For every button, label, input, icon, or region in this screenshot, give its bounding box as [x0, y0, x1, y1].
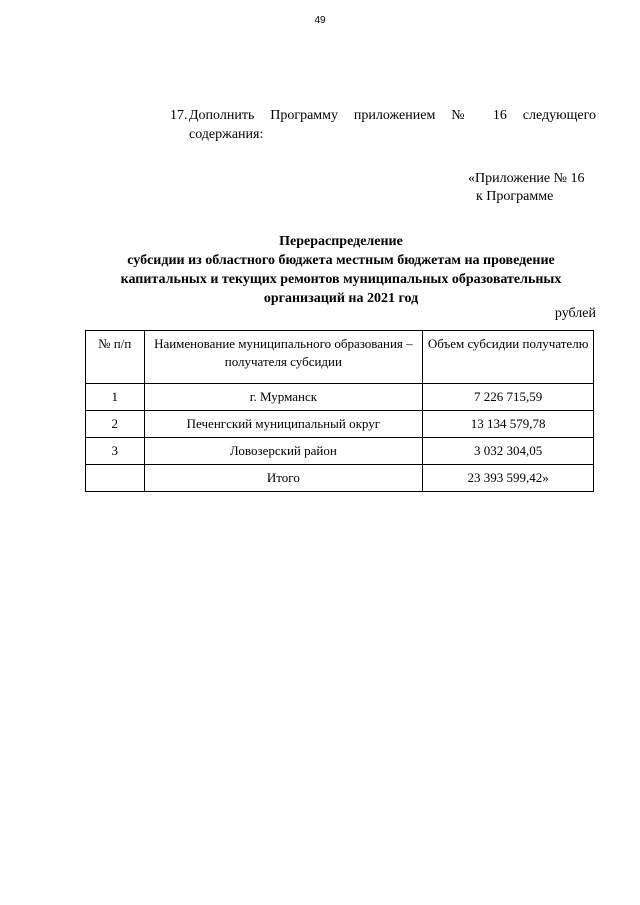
appendix-line1: «Приложение № 16	[468, 171, 585, 186]
table-header-row	[86, 331, 594, 384]
document-title	[88, 232, 594, 308]
title-line1: Перераспределение	[279, 234, 403, 249]
header-number: № п/п	[86, 331, 145, 384]
table-total-row	[86, 465, 594, 492]
row-municipality: Печенгский муниципальный округ	[144, 411, 423, 438]
row-number: 2	[86, 411, 145, 438]
row-amount: 13 134 579,78	[423, 411, 594, 438]
appendix-caption	[440, 170, 600, 206]
row-amount: 7 226 715,59	[423, 384, 594, 411]
row-number: 1	[86, 384, 145, 411]
header-amount: Объем субсидии получателю	[423, 331, 594, 384]
title-line3: капитальных и текущих ремонтов муниципальных образовательных	[120, 272, 562, 287]
title-line2: субсидии из областного бюджета местным бюджетам на проведение	[127, 253, 555, 268]
total-amount: 23 393 599,42»	[423, 465, 594, 492]
subsidy-table	[85, 330, 594, 492]
row-municipality: г. Мурманск	[144, 384, 423, 411]
header-municipality: Наименование муниципального образования – получателя субсидии	[144, 331, 423, 384]
row-municipality: Ловозерский район	[144, 438, 423, 465]
table-row	[86, 438, 594, 465]
title-line4: организаций на 2021 год	[263, 291, 419, 306]
item-number: 17.	[170, 108, 188, 123]
table-row	[86, 384, 594, 411]
amendment-item	[170, 106, 596, 144]
total-label: Итого	[144, 465, 423, 492]
item-text-line1: Дополнить Программу приложением № 16 следующего	[189, 108, 596, 123]
unit-label: рублей	[554, 306, 596, 321]
total-number	[86, 465, 145, 492]
row-number: 3	[86, 438, 145, 465]
item-text-line2: содержания:	[189, 127, 264, 142]
appendix-line2: к Программе	[476, 189, 554, 204]
table-row	[86, 411, 594, 438]
page-number: 49	[314, 15, 326, 26]
row-amount: 3 032 304,05	[423, 438, 594, 465]
